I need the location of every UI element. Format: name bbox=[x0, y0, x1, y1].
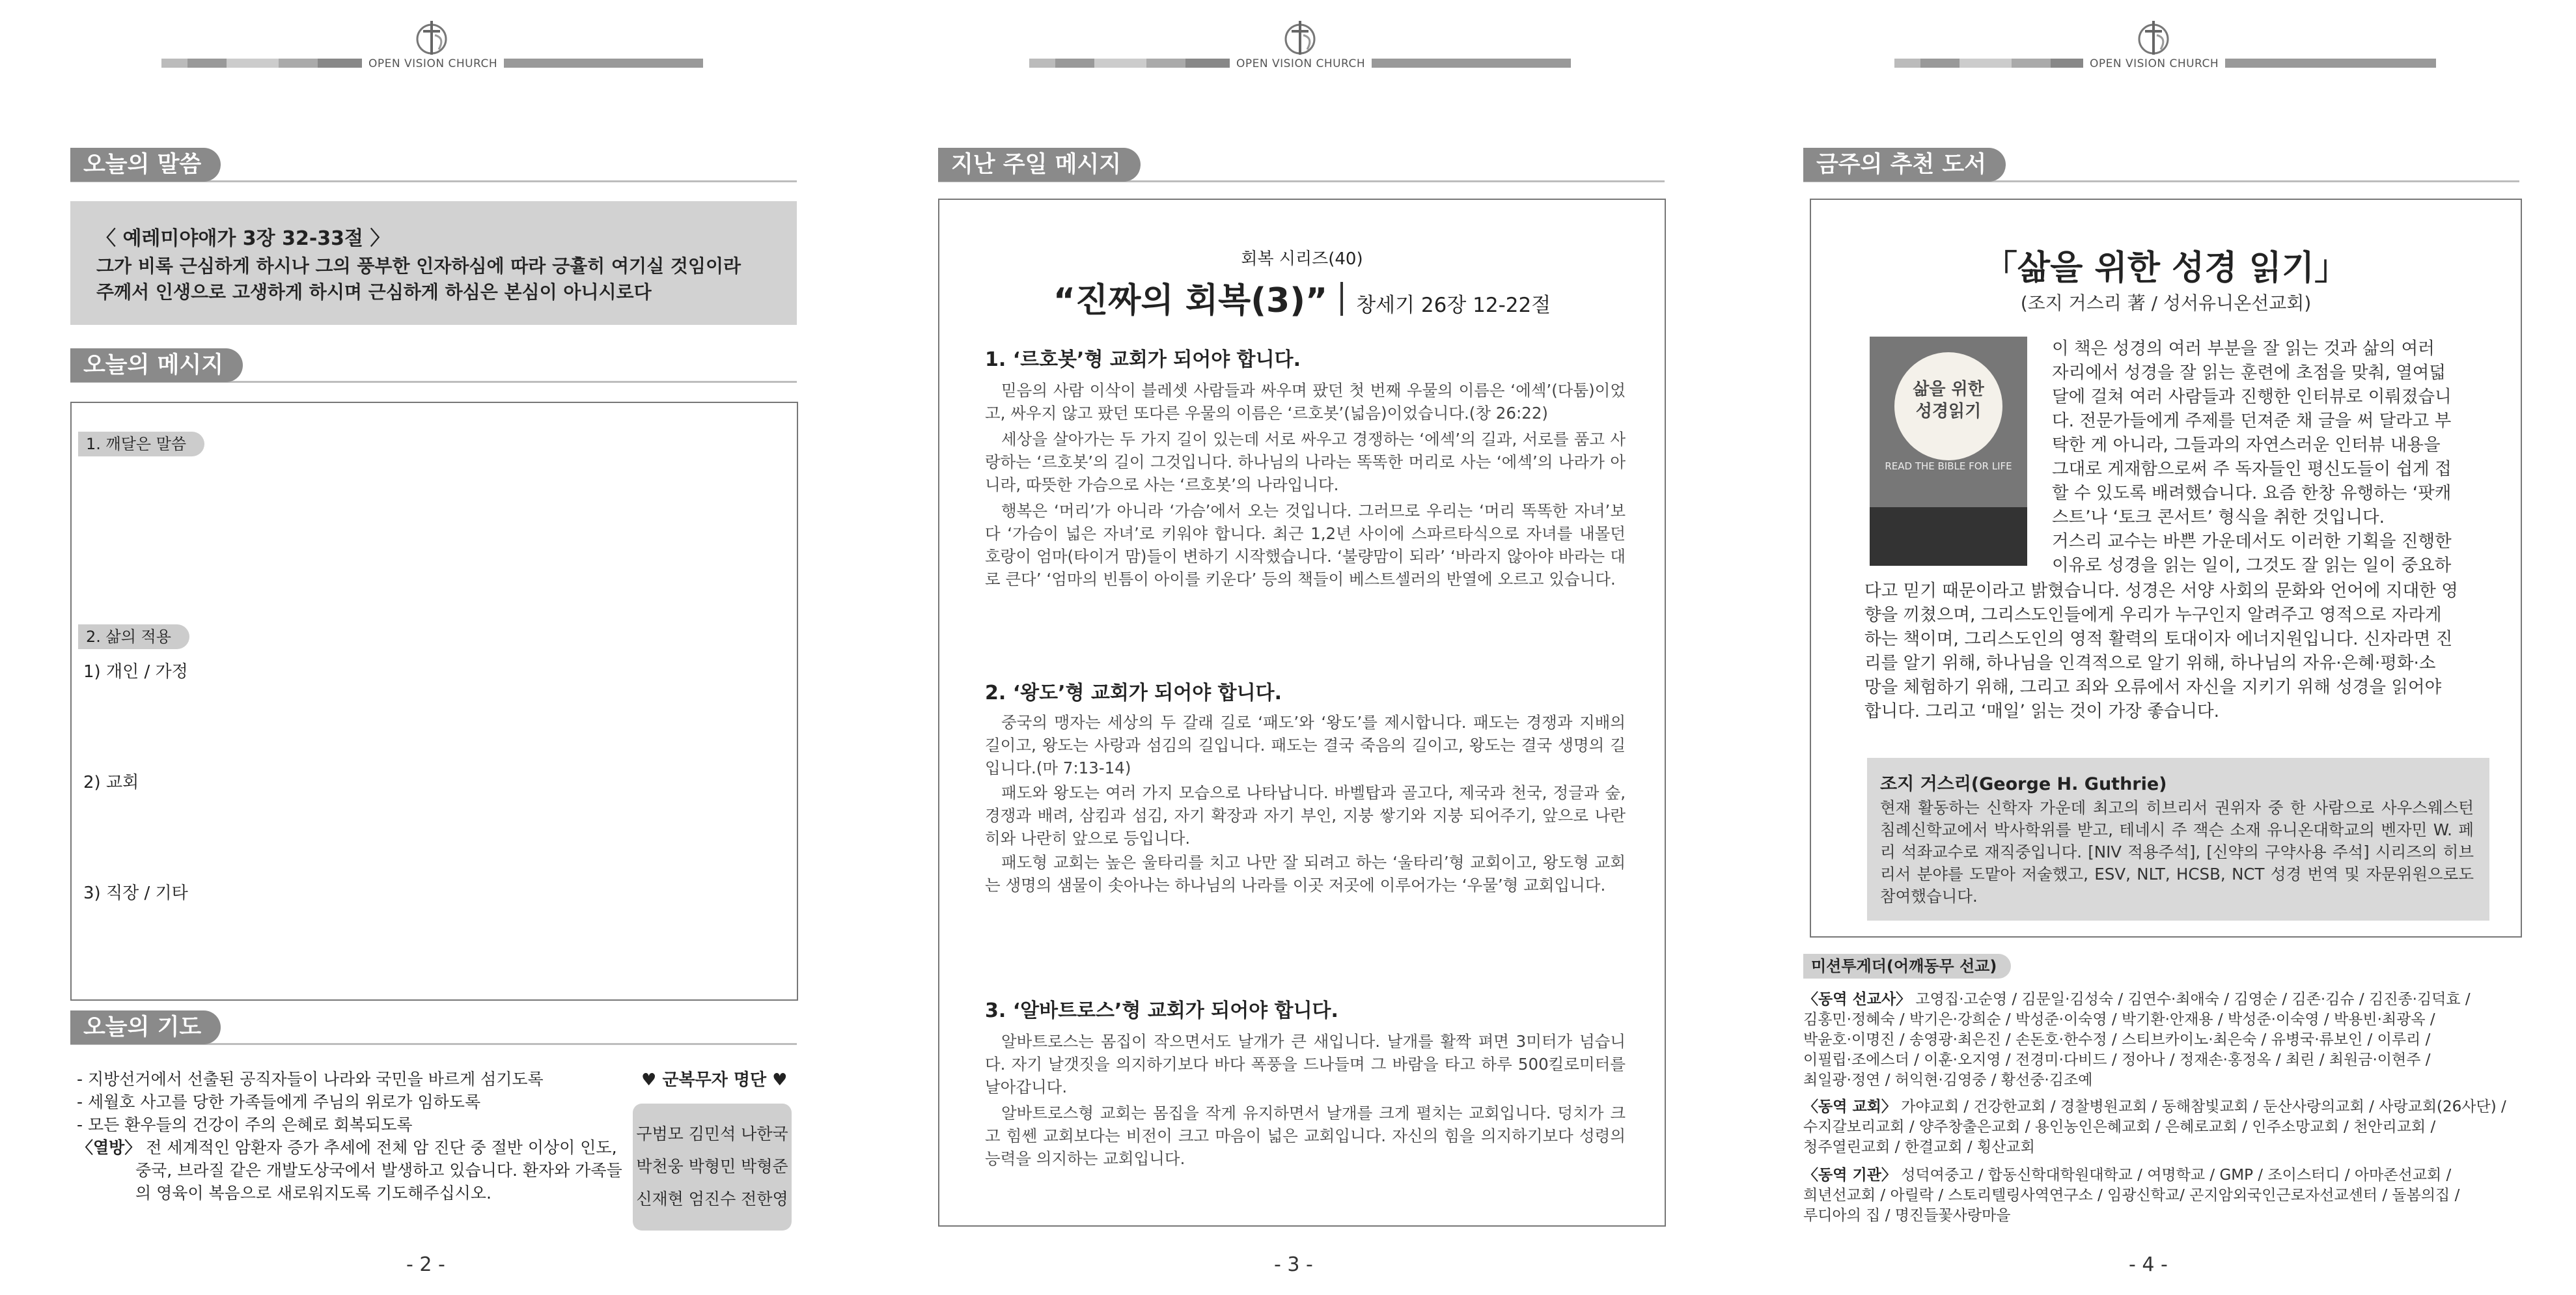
sermon-paragraph: 알바트로스는 몸집이 작으면서도 날개가 큰 새입니다. 날개를 활짝 펴면 3미터가 넘습니다. 자기 날갯짓을 의지하기보다 바다 폭풍을 드나들며 그 바람을 타고 하루 500킬로미터를 날아갑니다. bbox=[985, 1032, 1626, 1096]
missionaries-list bbox=[1803, 990, 2519, 1091]
churches-list bbox=[1803, 1097, 2519, 1158]
sermon-paragraph: 중국의 맹자는 세상의 두 갈래 길로 ‘패도’와 ‘왕도’를 제시합니다. 패도는 경쟁과 지배의 길이고, 왕도는 사랑과 섬김의 길입니다. 패도는 결국 죽음의 길이고, 왕도는 결국 생명의 길입니다.(마 7:13-14) bbox=[985, 713, 1626, 777]
description-line: 스트’나 ‘토크 콘서트’ 형식을 취한 것입니다. bbox=[2052, 507, 2385, 527]
description-line: 이유로 성경을 읽는 일이, 그것도 잘 읽는 일이 중요하 bbox=[2052, 555, 2452, 576]
prayer-item: - 지방선거에서 선출된 공직자들이 나라와 국민을 바르게 섬기도록 bbox=[77, 1070, 544, 1089]
application-item-personal: 1) 개인 / 가정 bbox=[83, 662, 188, 682]
military-names-row: 신재현 엄진수 전한영 bbox=[636, 1190, 788, 1208]
sermon-paragraph: 세상을 살아가는 두 가지 길이 있는데 서로 싸우고 경쟁하는 ‘에섹’의 길과, 서로를 품고 사랑하는 ‘르호봇’의 길이 그것입니다. 하나님의 나라는 똑똑한 머리로 사는 ‘에섹’의 나라가 아니라, 따뜻한 가슴으로 사는 ‘르호봇’의 나라입니다. bbox=[985, 430, 1626, 494]
page-number: - 2 - bbox=[406, 1253, 445, 1276]
book-description-full bbox=[1864, 579, 2489, 723]
prayer-nation-line: 중국, 브라질 같은 개발도상국에서 발생하고 있습니다. 환자와 가족들 bbox=[135, 1161, 622, 1180]
church-name: OPEN VISION CHURCH bbox=[362, 57, 504, 70]
life-application-label: 2. 삶의 적용 bbox=[78, 624, 189, 649]
military-list-box bbox=[633, 1104, 792, 1231]
orgs-line: 루디아의 집 / 명진들꽃사랑마을 bbox=[1803, 1207, 2011, 1224]
church-logo-icon bbox=[2131, 17, 2176, 57]
sermon-paragraph: 알바트로스형 교회는 몸집을 작게 유지하면서 날개를 크게 펼치는 교회입니다. 덩치가 크고 힘쎈 교회보다는 비전이 크고 마음이 넓은 교회입니다. 자신의 힘을 의지하기보다 성령의 능력을 의지하는 교회입니다. bbox=[985, 1104, 1626, 1168]
churches-line: 청주열린교회 / 한결교회 / 횡산교회 bbox=[1803, 1139, 2035, 1156]
missionaries-line: 이필립·조에스더 / 이훈·오지영 / 전경미·다비드 / 정아나 / 정재손·홍정옥 / 최린 / 최원금·이현주 / bbox=[1803, 1051, 2431, 1068]
book-box bbox=[1810, 199, 2522, 938]
application-item-work: 3) 직장 / 기타 bbox=[83, 884, 188, 903]
sermon-box bbox=[938, 199, 1666, 1227]
page-header bbox=[0, 17, 859, 76]
prayer-item: - 세월호 사고를 당한 가족들에게 주님의 위로가 임하도록 bbox=[77, 1093, 481, 1111]
description-line: 탁한 게 아니라, 그들과의 자연스러운 인터뷰 내용을 bbox=[2052, 435, 2441, 455]
sermon-title-row bbox=[939, 273, 1665, 322]
description-line: 하는 책이며, 그리스도인의 영적 활력의 토대이자 에너지원입니다. 신자라면 진 bbox=[1864, 629, 2453, 649]
description-line: 망을 체험하기 위해, 그리고 죄와 오류에서 자신을 지키기 위해 성경을 읽어야 bbox=[1864, 677, 2442, 697]
verse-text bbox=[96, 253, 786, 305]
description-line: 리를 알기 위해, 하나님을 인격적으로 알기 위해, 하나님의 자유·은혜·평화·소 bbox=[1864, 653, 2436, 673]
section-tab-recommended-book: 금주의 추천 도서 bbox=[1803, 148, 2006, 182]
author-name: 조지 거스리(George H. Guthrie) bbox=[1880, 774, 2167, 794]
church-logo-icon bbox=[409, 17, 454, 57]
author-info-box bbox=[1867, 758, 2489, 921]
churches-line: 가야교회 / 건강한교회 / 경찰병원교회 / 동해참빛교회 / 둔산사랑의교회 / 사랑교회(26사단) / bbox=[1901, 1098, 2506, 1115]
prayer-nation-label: 〈열방〉 bbox=[77, 1138, 141, 1157]
book-cover-image bbox=[1870, 337, 2027, 566]
churches-line: 수지갈보리교회 / 양주창출은교회 / 용인농인은혜교회 / 은혜로교회 / 인주소망교회 / 천안리교회 / bbox=[1803, 1119, 2436, 1135]
page-number: - 4 - bbox=[2129, 1253, 2168, 1276]
description-line: 달에 걸쳐 여러 사람들과 진행한 인터뷰로 이뤄졌습니 bbox=[2052, 387, 2452, 407]
missionaries-line: 고영집·고순영 / 김문일·김성숙 / 김연수·최애숙 / 김영순 / 김존·김슈 / 김진종·김덕효 / bbox=[1915, 991, 2471, 1008]
page-3 bbox=[859, 0, 1717, 1295]
orgs-label: 〈동역 기관〉 bbox=[1803, 1167, 1896, 1184]
church-name: OPEN VISION CHURCH bbox=[1230, 57, 1372, 70]
description-line: 이 책은 성경의 여러 부분을 잘 읽는 것과 삶의 여러 bbox=[2052, 339, 2435, 359]
sermon-heading: 2. ‘왕도’형 교회가 되어야 합니다. bbox=[985, 682, 1282, 704]
message-notes-box bbox=[70, 402, 798, 1001]
description-line: 다. 전문가들에게 주제를 던져준 채 글을 써 달라고 부 bbox=[2052, 411, 2452, 431]
description-line: 자리에서 성경을 잘 읽는 훈련에 초점을 맞춰, 열여덟 bbox=[2052, 363, 2446, 383]
verse-box bbox=[70, 201, 797, 325]
missionaries-label: 〈동역 선교사〉 bbox=[1803, 991, 1911, 1008]
mission-together-label: 미션투게더(어깨동무 선교) bbox=[1803, 954, 2011, 979]
section-tab-todays-prayer: 오늘의 기도 bbox=[70, 1010, 221, 1044]
sermon-paragraph: 행복은 ‘머리’가 아니라 ‘가슴’에서 오는 것입니다. 그러므로 우리는 ‘머리 똑똑한 자녀’보다 ‘가슴이 넓은 자녀’로 키워야 합니다. 최근 1,2년 사이에 스파르타식으로 자녀를 내몰던 호랑이 엄마(타이거 맘)들이 변하기 시작했습니다. ‘불량맘이 되라’ ‘바라지 않아야 바라는 대로 큰다’ ‘엄마의 빈틈이 아이를 키운다’ 등의 책들이 베스트셀러의 반열에 오르고 있습니다. bbox=[985, 501, 1626, 589]
sermon-paragraph: 패도형 교회는 높은 울타리를 치고 나만 잘 되려고 하는 ‘울타리’형 교회이고, 왕도형 교회는 생명의 샘물이 솟아나는 하나님의 나라를 이곳 저곳에 이루어가는 ‘우물’형 교회입니다. bbox=[985, 853, 1626, 895]
page-header bbox=[1717, 17, 2576, 76]
book-description-side bbox=[2052, 337, 2495, 578]
description-line: 그대로 게재함으로써 주 독자들인 평신도들이 쉽게 접 bbox=[2052, 459, 2452, 479]
description-line: 합니다. 그리고 ‘매일’ 읽는 것이 가장 좋습니다. bbox=[1864, 701, 2220, 721]
page-number: - 3 - bbox=[1274, 1253, 1313, 1276]
book-cover-subtitle: READ THE BIBLE FOR LIFE bbox=[1885, 460, 2012, 472]
verse-reference: 〈 예레미야애가 3장 32-33절 〉 bbox=[96, 227, 390, 250]
description-line: 거스리 교수는 바쁜 가운데서도 이러한 기획을 진행한 bbox=[2052, 531, 2452, 551]
missionaries-line: 김홍민·정혜숙 / 박기은·강희순 / 박성준·이숙영 / 박기환·안재용 / 박성준·이숙영 / 박용빈·최광옥 / bbox=[1803, 1011, 2435, 1028]
section-tab-todays-message: 오늘의 메시지 bbox=[70, 348, 243, 382]
description-line: 향을 끼쳤으며, 그리스도인들에게 우리가 누구인지 알려주고 영적으로 자라게 bbox=[1864, 605, 2442, 625]
sermon-heading: 3. ‘알바트로스’형 교회가 되어야 합니다. bbox=[985, 999, 1338, 1022]
realized-word-label: 1. 깨달은 말씀 bbox=[78, 432, 204, 456]
sermon-series: 회복 시리즈(40) bbox=[1241, 249, 1363, 269]
description-line: 할 수 있도록 배려했습니다. 요즘 한창 유행하는 ‘팟캐 bbox=[2052, 483, 2452, 503]
page-4 bbox=[1717, 0, 2576, 1295]
missionaries-line: 최일광·정연 / 허익현·김영중 / 황선중·김조예 bbox=[1803, 1072, 2093, 1089]
military-names-row: 박천웅 박형민 박형준 bbox=[636, 1157, 788, 1176]
prayer-nation bbox=[77, 1136, 630, 1159]
verse-line: 그가 비록 근심하게 하시나 그의 풍부한 인자하심에 따라 긍휼히 여기실 것임이라 bbox=[96, 255, 741, 277]
church-logo-icon bbox=[1277, 17, 1323, 57]
sermon-paragraph: 믿음의 사람 이삭이 블레셋 사람들과 싸우며 팠던 첫 번째 우물의 이름은 ‘에섹’(다툼)이었고, 싸우지 않고 팠던 또다른 우물의 이름은 ‘르호봇’(넓음)이었습니다.(창 26:22) bbox=[985, 381, 1626, 423]
sermon-scripture: 창세기 26장 12-22절 bbox=[1356, 294, 1551, 317]
church-name: OPEN VISION CHURCH bbox=[2083, 57, 2225, 70]
prayer-item: - 모든 환우들의 건강이 주의 은혜로 회복되도록 bbox=[77, 1115, 413, 1134]
application-item-church: 2) 교회 bbox=[83, 773, 139, 792]
section-tab-todays-word: 오늘의 말씀 bbox=[70, 148, 221, 182]
page-header bbox=[859, 17, 1717, 76]
prayer-nation-line: 전 세계적인 암환자 증가 추세에 전체 암 진단 중 절반 이상이 인도, bbox=[146, 1138, 617, 1157]
orgs-line: 희년선교회 / 아릴락 / 스토리텔링사역연구소 / 임광신학교/ 곤지암외국인근로자선교센터 / 돌봄의집 / bbox=[1803, 1187, 2460, 1204]
book-cover-skyline bbox=[1870, 507, 2027, 566]
description-line: 다고 믿기 때문이라고 밝혔습니다. 성경은 서양 사회의 문화와 언어에 지대한 영 bbox=[1864, 581, 2458, 601]
page-2 bbox=[0, 0, 859, 1295]
sermon-heading: 1. ‘르호봇’형 교회가 되어야 합니다. bbox=[985, 348, 1301, 371]
author-bio: 현재 활동하는 신학자 가운데 최고의 히브리서 권위자 중 한 사람으로 사우스웨스턴 침례신학교에서 박사학위를 받고, 테네시 주 잭슨 소재 유니온대학교의 벤자민 W. 페리 석좌교수로 재직중입니다. [NIV 적용주석], [신약의 구약사용 주석] 시리즈의 히브리서 분야를 도맡아 저술했고, ESV, NLT, HCSB, NCT 성경 번역 및 자문위원으로도 참여했습니다. bbox=[1880, 798, 2474, 906]
organizations-list bbox=[1803, 1165, 2519, 1226]
prayer-nation-line: 의 영육이 복음으로 새로워지도록 기도해주십시오. bbox=[135, 1184, 492, 1203]
book-title: 「삶을 위한 성경 읽기」 bbox=[1983, 249, 2349, 288]
orgs-line: 성덕여중고 / 합동신학대학원대학교 / 여명학교 / GMP / 조이스터디 / 아마존선교회 / bbox=[1901, 1167, 2452, 1184]
sermon-paragraph: 패도와 왕도는 여러 가지 모습으로 나타납니다. 바벨탑과 골고다, 제국과 천국, 정글과 숲, 경쟁과 배려, 삼킴과 섬김, 자기 확장과 자기 부인, 지붕 쌓기와 지붕 되어주기, 앞으로 나란히와 나란히 앞으로 등입니다. bbox=[985, 783, 1626, 848]
book-cover-title: 삶을 위한 성경읽기 bbox=[1913, 380, 1984, 421]
military-names-row: 구범모 김민석 나한국 bbox=[636, 1124, 788, 1143]
churches-label: 〈동역 교회〉 bbox=[1803, 1098, 1896, 1115]
military-list-title: ♥ 군복무자 명단 ♥ bbox=[641, 1070, 788, 1090]
section-tab-last-sermon: 지난 주일 메시지 bbox=[938, 148, 1141, 182]
book-author: (조지 거스리 著 / 성서유니온선교회) bbox=[2020, 292, 2312, 314]
verse-line: 주께서 인생으로 고생하게 하시며 근심하게 하심은 본심이 아니시로다 bbox=[96, 281, 652, 303]
sermon-title: “진짜의 회복(3)” bbox=[1053, 281, 1328, 320]
missionaries-line: 박윤호·이명진 / 송영광·최은진 / 손돈호·한수정 / 스티브카이노·최은숙 / 유병국·류보인 / 이루리 / bbox=[1803, 1031, 2431, 1048]
prayer-list bbox=[77, 1068, 630, 1204]
